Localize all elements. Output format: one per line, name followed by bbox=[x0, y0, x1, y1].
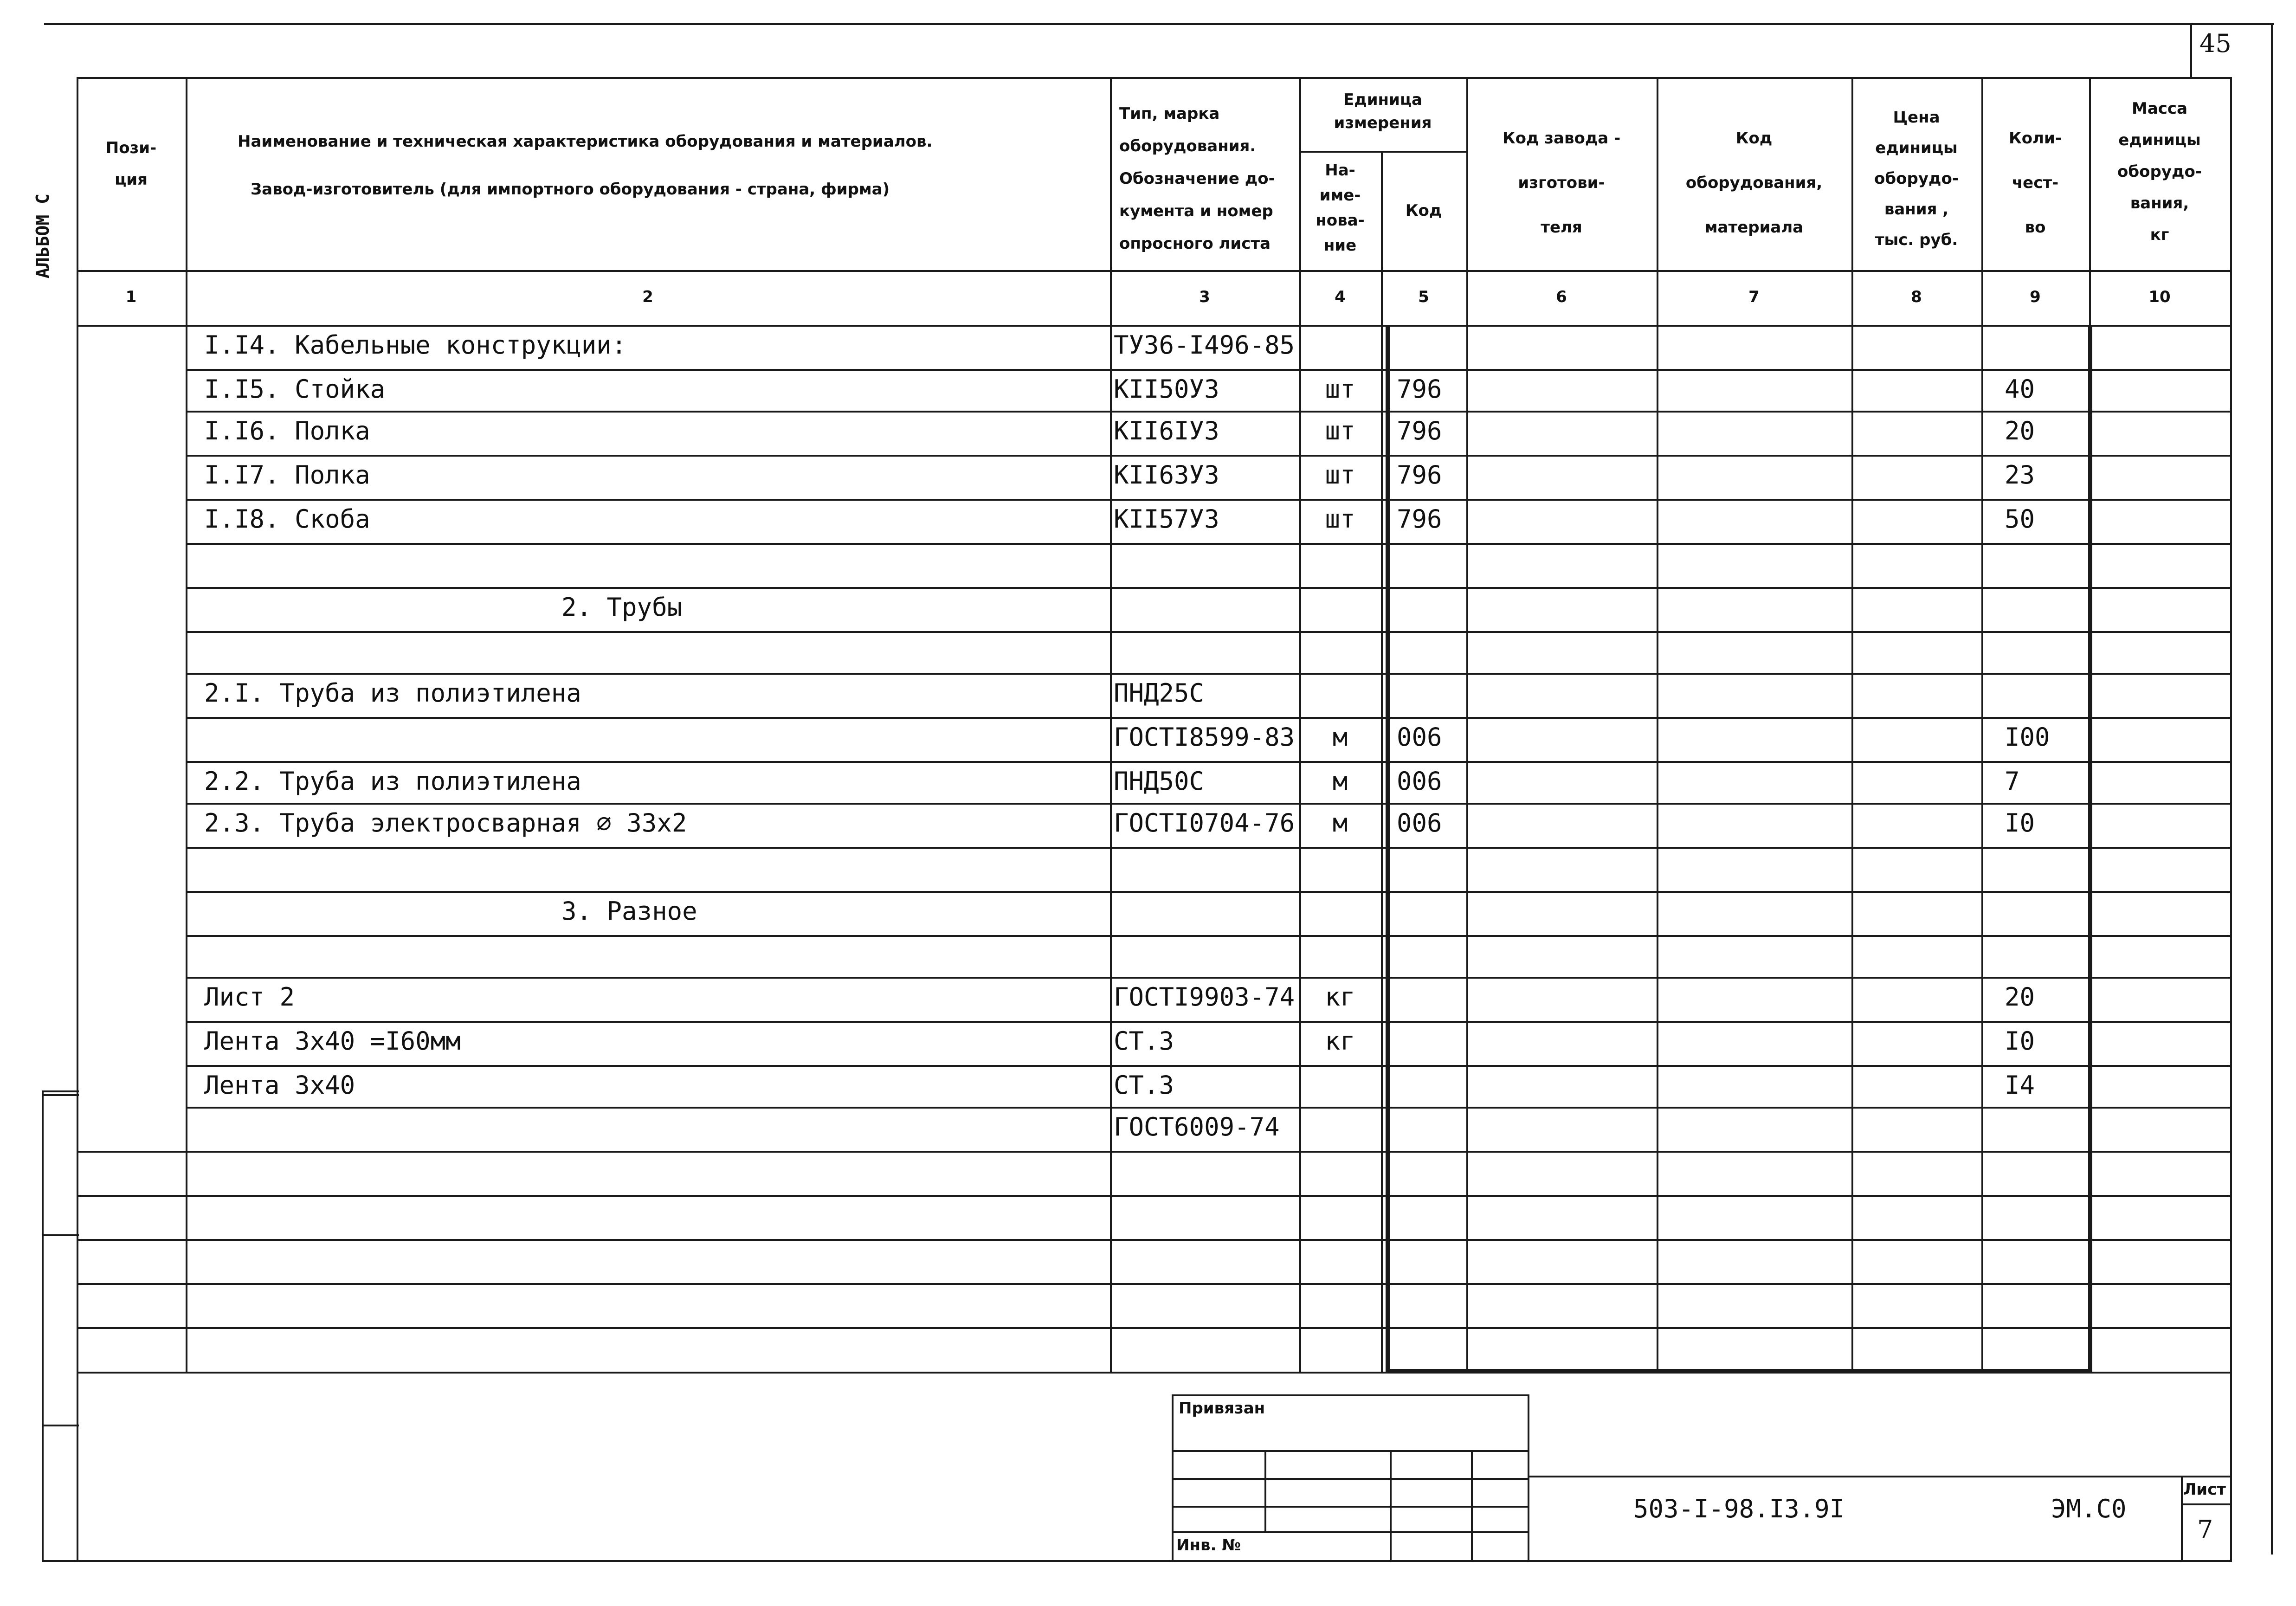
cell-quantity: I0 bbox=[2005, 808, 2035, 838]
cell-quantity: I4 bbox=[2005, 1071, 2035, 1100]
cell-unit: шт bbox=[1325, 416, 1355, 445]
cell-type: ТУ36-I496-85 bbox=[1114, 330, 1295, 360]
cell-quantity: 23 bbox=[2005, 460, 2035, 490]
cell-quantity: 20 bbox=[2005, 416, 2035, 445]
colnum-9: 9 bbox=[2030, 288, 2041, 306]
cell-quantity: I0 bbox=[2005, 1026, 2035, 1056]
colnum-7: 7 bbox=[1748, 288, 1760, 306]
bound-label: Привязан bbox=[1179, 1399, 1265, 1418]
colnum-10: 10 bbox=[2148, 288, 2171, 306]
header-unit-code: Код bbox=[1405, 201, 1442, 220]
cell-type: КII50У3 bbox=[1114, 374, 1219, 404]
cell-type: КII6IУ3 bbox=[1114, 416, 1219, 445]
cell-unit-code: 796 bbox=[1397, 460, 1442, 490]
cell-name: Лента 3х40 =I60мм bbox=[204, 1026, 461, 1056]
colnum-3: 3 bbox=[1199, 288, 1210, 306]
header-type: Тип, марка оборудования. Обозначение до- кумента и номер опросного листа bbox=[1119, 104, 1275, 253]
cell-type: КII57У3 bbox=[1114, 504, 1219, 534]
cell-unit-code: 796 bbox=[1397, 374, 1442, 404]
cell-unit: м bbox=[1332, 722, 1348, 752]
doc-code: 503-I-98.I3.9I bbox=[1633, 1494, 1845, 1523]
header-equipment-code: Код оборудования, материала bbox=[1685, 129, 1823, 237]
cell-name: I.I6. Полка bbox=[204, 416, 370, 445]
cell-unit: кг bbox=[1325, 1026, 1355, 1056]
page-number: 45 bbox=[2199, 29, 2232, 58]
header-factory-code: Код завода - изготови- теля bbox=[1502, 129, 1621, 237]
cell-name: 3. Разное bbox=[561, 897, 697, 926]
cell-unit: шт bbox=[1325, 460, 1355, 490]
colnum-5: 5 bbox=[1418, 288, 1429, 306]
cell-unit: м bbox=[1332, 767, 1348, 796]
cell-unit: шт bbox=[1325, 504, 1355, 534]
cell-unit: шт bbox=[1325, 374, 1355, 404]
cell-name: I.I7. Полка bbox=[204, 460, 370, 490]
cell-type: ГОСТ6009-74 bbox=[1114, 1112, 1280, 1142]
colnum-4: 4 bbox=[1335, 288, 1346, 306]
cell-type: СТ.3 bbox=[1114, 1071, 1174, 1100]
sheet-label: Лист bbox=[2183, 1480, 2226, 1499]
cell-unit: м bbox=[1332, 808, 1348, 838]
side-label: АЛЬБОМ С bbox=[32, 193, 53, 278]
doc-mark: ЭМ.С0 bbox=[2051, 1494, 2127, 1523]
cell-unit-code: 006 bbox=[1397, 808, 1442, 838]
cell-name: Лента 3х40 bbox=[204, 1071, 355, 1100]
cell-name: Лист 2 bbox=[204, 982, 295, 1012]
cell-quantity: 40 bbox=[2005, 374, 2035, 404]
cell-quantity: I00 bbox=[2005, 722, 2050, 752]
cell-quantity: 20 bbox=[2005, 982, 2035, 1012]
sheet-number: 7 bbox=[2197, 1515, 2213, 1544]
cell-unit: кг bbox=[1325, 982, 1355, 1012]
cell-name: I.I4. Кабельные конструкции: bbox=[204, 330, 627, 360]
cell-type: ПНД25С bbox=[1114, 678, 1205, 708]
cell-name: I.I5. Стойка bbox=[204, 374, 386, 404]
cell-type: ГОСТI0704-76 bbox=[1114, 808, 1295, 838]
header-price: Цена единицы оборудо- вания , тыс. руб. bbox=[1874, 108, 1959, 249]
cell-type: КII63У3 bbox=[1114, 460, 1219, 490]
cell-name: I.I8. Скоба bbox=[204, 504, 370, 534]
cell-unit-code: 796 bbox=[1397, 416, 1442, 445]
cell-quantity: 50 bbox=[2005, 504, 2035, 534]
cell-quantity: 7 bbox=[2005, 767, 2020, 796]
colnum-8: 8 bbox=[1911, 288, 1922, 306]
header-quantity: Коли- чест- во bbox=[2009, 129, 2062, 237]
cell-unit-code: 006 bbox=[1397, 722, 1442, 752]
inv-label: Инв. № bbox=[1176, 1536, 1241, 1554]
header-unit-group: Единица измерения bbox=[1334, 90, 1432, 132]
cell-name: 2.3. Труба электросварная ∅ 33х2 bbox=[204, 808, 687, 838]
header-name-line2: Завод-изготовитель (для импортного оборудования - страна, фирма) bbox=[251, 180, 890, 199]
cell-name: 2.I. Труба из полиэтилена bbox=[204, 678, 581, 708]
cell-unit-code: 796 bbox=[1397, 504, 1442, 534]
cell-type: ГОСТI9903-74 bbox=[1114, 982, 1295, 1012]
header-position: Пози- ция bbox=[105, 139, 157, 189]
colnum-2: 2 bbox=[642, 288, 653, 306]
header-unit-name: На- име- нова- ние bbox=[1316, 161, 1365, 255]
cell-unit-code: 006 bbox=[1397, 767, 1442, 796]
colnum-1: 1 bbox=[125, 288, 137, 306]
header-mass: Масса единицы оборудо- вания, кг bbox=[2117, 99, 2202, 244]
cell-type: ПНД50С bbox=[1114, 767, 1205, 796]
cell-type: ГОСТI8599-83 bbox=[1114, 722, 1295, 752]
cell-type: СТ.3 bbox=[1114, 1026, 1174, 1056]
colnum-6: 6 bbox=[1556, 288, 1567, 306]
cell-name: 2.2. Труба из полиэтилена bbox=[204, 767, 581, 796]
cell-name: 2. Трубы bbox=[561, 593, 683, 622]
header-name-line1: Наименование и техническая характеристика оборудования и материалов. bbox=[238, 132, 933, 151]
